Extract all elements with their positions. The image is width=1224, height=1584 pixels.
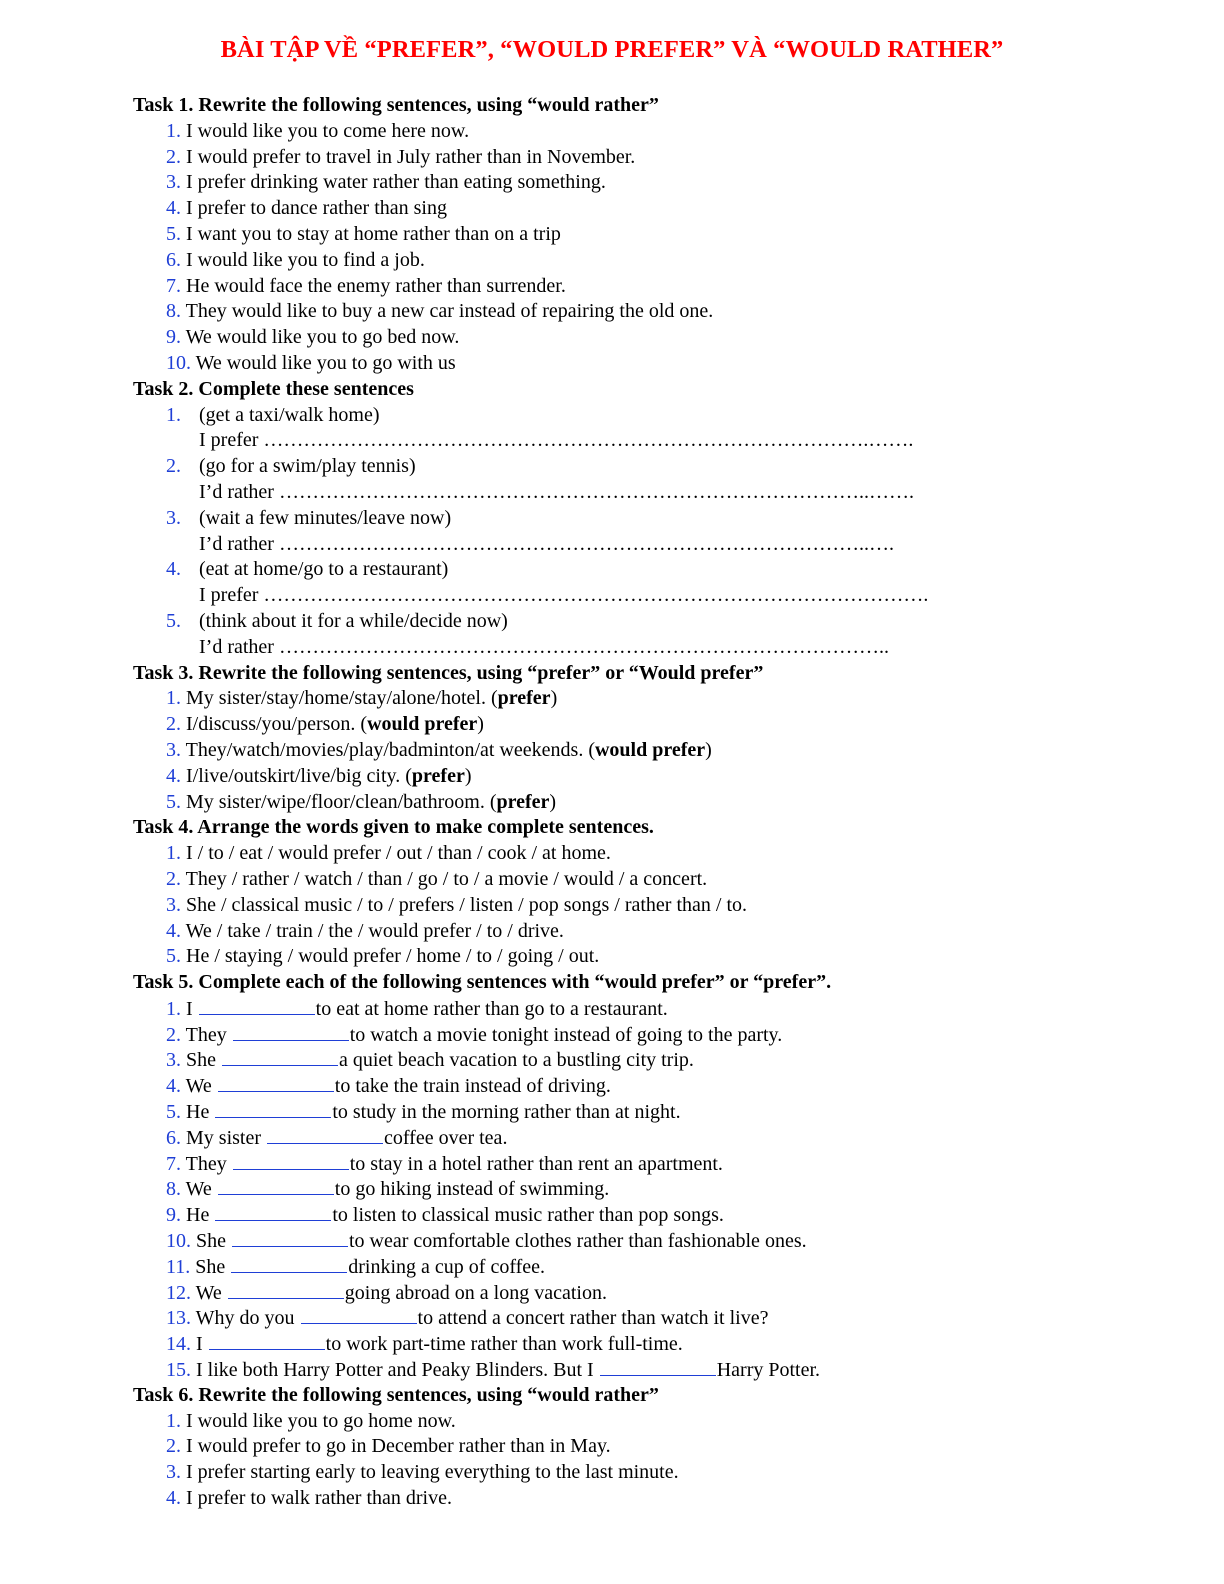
item-prompt: (get a taxi/walk home) [199, 403, 380, 426]
item-text-end: to listen to classical music rather than pop songs. [332, 1204, 724, 1227]
item-text: She / classical music / to / prefers / listen / pop songs / rather than / to. [186, 893, 748, 916]
item-number: 12. [166, 1281, 191, 1304]
answer-line: I’d rather ……………………………………………………………………………..…. [199, 532, 894, 555]
item-text: My sister [186, 1126, 261, 1149]
item-number: 2. [166, 1023, 181, 1046]
list-item [133, 403, 1133, 429]
fill-in-blank[interactable] [301, 1305, 417, 1324]
item-keyword: prefer [497, 687, 551, 710]
fill-in-blank[interactable] [218, 1073, 334, 1092]
item-number: 5. [166, 945, 181, 968]
item-text: I like both Harry Potter and Peaky Blinders. But I [196, 1359, 594, 1382]
list-item [133, 196, 1133, 222]
list-item [133, 299, 1133, 325]
item-text: I would prefer to go in December rather than in May. [186, 1435, 611, 1458]
item-text: I would like you to find a job. [186, 248, 425, 271]
list-item [133, 893, 1133, 919]
item-text: I want you to stay at home rather than on a trip [186, 222, 561, 245]
list-item [133, 222, 1133, 248]
item-text-end: to take the train instead of driving. [334, 1075, 611, 1098]
item-number: 9. [166, 1204, 181, 1227]
fill-in-blank[interactable] [222, 1047, 338, 1066]
item-number: 4. [166, 764, 181, 787]
list-item [133, 1254, 1133, 1280]
item-text-end: drinking a cup of coffee. [348, 1255, 546, 1278]
list-item [133, 1047, 1133, 1073]
item-text: They [185, 1152, 227, 1175]
list-item [133, 454, 1133, 480]
item-text: They would like to buy a new car instead of repairing the old one. [185, 300, 714, 323]
item-text: I prefer starting early to leaving everything to the last minute. [186, 1461, 679, 1484]
item-text: She [195, 1255, 226, 1278]
worksheet-content [133, 93, 1133, 1512]
item-number: 4. [166, 558, 181, 581]
list-item [133, 1099, 1133, 1125]
list-item [133, 506, 1133, 532]
item-text: He would face the enemy rather than surrender. [186, 274, 566, 297]
task-2-heading: Task 2. Complete these sentences [133, 377, 414, 400]
item-number: 1. [166, 997, 181, 1020]
item-prompt: (go for a swim/play tennis) [199, 455, 416, 478]
item-text-end: coffee over tea. [384, 1126, 508, 1149]
item-number: 9. [166, 326, 181, 349]
item-text: We / take / train / the / would prefer / to / drive. [185, 919, 564, 942]
list-item [133, 712, 1133, 738]
task-1-heading: Task 1. Rewrite the following sentences, using “would rather” [133, 94, 659, 116]
list-item [133, 1202, 1133, 1228]
item-number: 8. [166, 300, 181, 323]
fill-in-blank[interactable] [209, 1331, 325, 1350]
list-item [133, 996, 1133, 1022]
item-text-end: to watch a movie tonight instead of going to the party. [349, 1023, 783, 1046]
item-text: I [186, 997, 193, 1020]
list-item [133, 1357, 1133, 1383]
item-number: 11. [166, 1255, 191, 1278]
list-item [133, 686, 1133, 712]
fill-in-blank[interactable] [231, 1254, 347, 1273]
item-text: We would like you to go with us [195, 351, 456, 374]
item-number: 1. [166, 842, 181, 865]
item-number: 3. [166, 893, 181, 916]
fill-in-blank[interactable] [232, 1228, 348, 1247]
item-text-end: to attend a concert rather than watch it live? [417, 1307, 769, 1330]
item-prompt: (eat at home/go to a restaurant) [199, 558, 449, 581]
item-text: He / staying / would prefer / home / to / going / out. [186, 945, 600, 968]
answer-line: I prefer ……………………………………………………………………………….……. [199, 429, 914, 452]
list-item [133, 1331, 1133, 1357]
item-text: I would like you to come here now. [186, 119, 470, 142]
list-item [133, 841, 1133, 867]
fill-in-blank[interactable] [600, 1357, 716, 1376]
item-text-end: to study in the morning rather than at night. [332, 1101, 681, 1124]
answer-line: I’d rather ……………………………………………………………………………….. [199, 635, 889, 658]
item-prompt: (wait a few minutes/leave now) [199, 506, 452, 529]
item-number: 5. [166, 222, 181, 245]
item-text-end: to eat at home rather than go to a restaurant. [315, 997, 668, 1020]
item-number: 10. [166, 1230, 191, 1253]
item-number: 2. [166, 713, 181, 736]
list-item [133, 145, 1133, 171]
list-item [133, 944, 1133, 970]
list-item [133, 790, 1133, 816]
list-item [133, 170, 1133, 196]
item-number: 3. [166, 738, 181, 761]
item-number: 4. [166, 1487, 181, 1510]
task-4-heading: Task 4. Arrange the words given to make complete sentences. [133, 816, 654, 839]
item-number: 4. [166, 1075, 181, 1098]
item-text: My sister/stay/home/stay/alone/hotel. ( [186, 687, 498, 710]
item-text: We [185, 1178, 212, 1201]
item-number: 6. [166, 248, 181, 271]
item-text-end: going abroad on a long vacation. [344, 1281, 607, 1304]
item-text-end: ) [549, 790, 557, 813]
item-number: 13. [166, 1307, 191, 1330]
list-item [133, 1125, 1133, 1151]
item-text: They / rather / watch / than / go / to / a movie / would / a concert. [185, 867, 708, 890]
list-item [133, 867, 1133, 893]
fill-in-blank[interactable] [233, 1022, 349, 1041]
item-number: 3. [166, 1049, 181, 1072]
list-item [133, 919, 1133, 945]
fill-in-blank[interactable] [267, 1125, 383, 1144]
item-text: I [196, 1333, 203, 1356]
item-text-end: ) [464, 764, 472, 787]
item-text: They/watch/movies/play/badminton/at weekends. ( [185, 738, 595, 761]
item-text: He [186, 1101, 210, 1124]
page-title: BÀI TẬP VỀ “PREFER”, “WOULD PREFER” VÀ “WOULD RATHER” [220, 36, 1004, 63]
list-item [133, 1486, 1133, 1512]
item-text: I/discuss/you/person. ( [186, 713, 368, 736]
item-text-end: to go hiking instead of swimming. [334, 1178, 610, 1201]
item-number: 2. [166, 455, 181, 478]
list-item [133, 1409, 1133, 1435]
item-text: We [185, 1075, 212, 1098]
item-number: 4. [166, 919, 181, 942]
item-keyword: would prefer [367, 713, 478, 736]
list-item [133, 1434, 1133, 1460]
item-text: I / to / eat / would prefer / out / than / cook / at home. [186, 842, 611, 865]
item-text: We [195, 1281, 222, 1304]
item-text: I would like you to go home now. [186, 1409, 456, 1432]
list-item [133, 248, 1133, 274]
item-number: 14. [166, 1333, 191, 1356]
list-item [133, 1280, 1133, 1306]
list-item [133, 1151, 1133, 1177]
list-item [133, 609, 1133, 635]
item-text: I would prefer to travel in July rather than in November. [186, 145, 636, 168]
item-number: 10. [166, 351, 191, 374]
item-text: He [186, 1204, 210, 1227]
item-text: I prefer drinking water rather than eating something. [186, 171, 606, 194]
list-item [133, 1022, 1133, 1048]
item-text-end: Harry Potter. [716, 1359, 821, 1382]
item-number: 6. [166, 1126, 181, 1149]
item-text-end: ) [705, 738, 712, 761]
list-item [133, 738, 1133, 764]
item-text: She [196, 1230, 226, 1253]
item-number: 3. [166, 1461, 181, 1484]
fill-in-blank[interactable] [199, 996, 315, 1015]
fill-in-blank[interactable] [218, 1176, 334, 1195]
item-text-end: ) [477, 713, 484, 736]
item-number: 1. [166, 1409, 181, 1432]
item-number: 5. [166, 790, 181, 813]
item-text: We would like you to go bed now. [185, 326, 460, 349]
item-text: They [185, 1023, 227, 1046]
task-5-heading: Task 5. Complete each of the following sentences with “would prefer” or “prefer”. [133, 971, 832, 994]
list-item [133, 1228, 1133, 1254]
list-item [133, 764, 1133, 790]
item-text-end: ) [550, 687, 558, 710]
list-item [133, 351, 1133, 377]
item-keyword: prefer [411, 764, 465, 787]
item-text-end: a quiet beach vacation to a bustling city trip. [339, 1049, 694, 1072]
item-text: I prefer to walk rather than drive. [186, 1487, 452, 1510]
task-6-heading: Task 6. Rewrite the following sentences, using “would rather” [133, 1383, 659, 1406]
list-item [133, 1305, 1133, 1331]
fill-in-blank[interactable] [233, 1151, 349, 1170]
item-number: 2. [166, 867, 181, 890]
list-item [133, 1460, 1133, 1486]
item-text-end: to stay in a hotel rather than rent an apartment. [349, 1152, 723, 1175]
list-item [133, 1073, 1133, 1099]
item-number: 3. [166, 506, 181, 529]
item-number: 15. [166, 1359, 191, 1382]
item-number: 2. [166, 1435, 181, 1458]
item-keyword: would prefer [594, 738, 706, 761]
item-number: 1. [166, 119, 181, 142]
item-number: 8. [166, 1178, 181, 1201]
item-prompt: (think about it for a while/decide now) [199, 609, 508, 632]
item-number: 4. [166, 197, 181, 220]
item-keyword: prefer [496, 790, 550, 813]
item-text: She [186, 1049, 216, 1072]
list-item [133, 325, 1133, 351]
item-text-end: to work part-time rather than work full-time. [325, 1333, 683, 1356]
answer-line: I prefer ………………………………………………………………………………………. [199, 584, 929, 607]
fill-in-blank[interactable] [215, 1202, 331, 1221]
item-text: My sister/wipe/floor/clean/bathroom. ( [186, 790, 497, 813]
list-item [133, 119, 1133, 145]
item-text: I/live/outskirt/live/big city. ( [186, 764, 412, 787]
item-text: I prefer to dance rather than sing [186, 197, 447, 220]
task-3-heading: Task 3. Rewrite the following sentences, using “prefer” or “Would prefer” [133, 661, 764, 684]
item-number: 3. [166, 171, 181, 194]
item-number: 1. [166, 687, 181, 710]
list-item [133, 1176, 1133, 1202]
fill-in-blank[interactable] [215, 1099, 331, 1118]
item-number: 2. [166, 145, 181, 168]
item-text: Why do you [195, 1307, 295, 1330]
item-number: 1. [166, 403, 181, 426]
fill-in-blank[interactable] [228, 1280, 344, 1299]
list-item [133, 557, 1133, 583]
item-number: 7. [166, 1152, 181, 1175]
item-text-end: to wear comfortable clothes rather than fashionable ones. [349, 1230, 807, 1253]
item-number: 7. [166, 274, 181, 297]
item-number: 5. [166, 1101, 181, 1124]
answer-line: I’d rather ……………………………………………………………………………..……. [199, 480, 914, 503]
list-item [133, 274, 1133, 300]
item-number: 5. [166, 609, 181, 632]
